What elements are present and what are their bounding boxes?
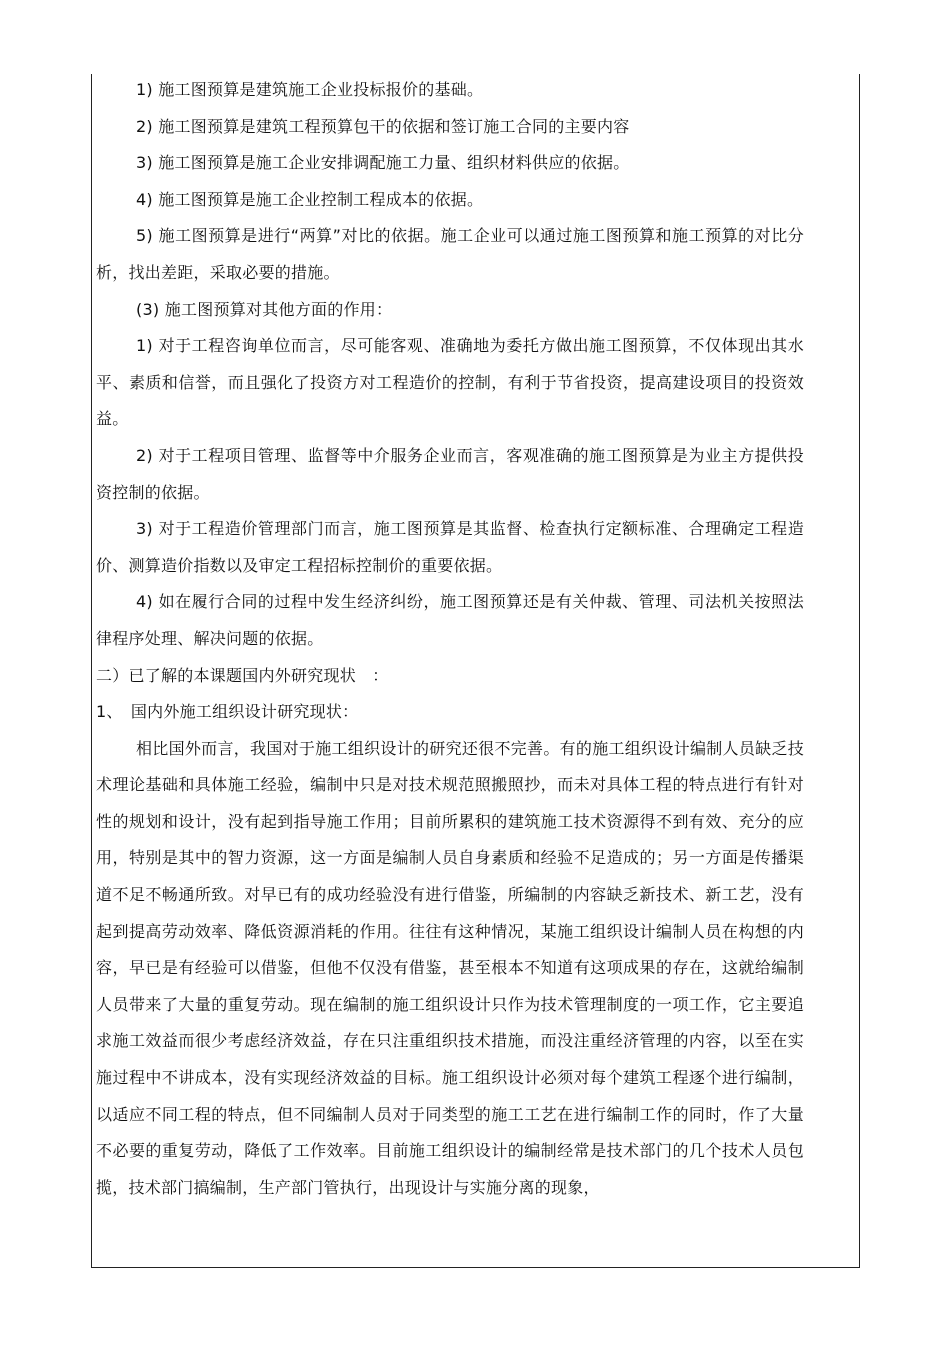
paragraph: 4) 如在履行合同的过程中发生经济纠纷，施工图预算还是有关仲裁、管理、司法机关按照法律程序处理、解决问题的依据。 — [96, 592, 804, 648]
section-heading: 二）已了解的本课题国内外研究现状 ： — [96, 665, 389, 685]
paragraph: 1) 对于工程咨询单位而言，尽可能客观、准确地为委托方做出施工图预算，不仅体现出其水平、素质和信誉，而且强化了投资方对工程造价的控制，有利于节省投资，提高建设项目的投资效益。 — [96, 336, 804, 429]
paragraph: 3) 对于工程造价管理部门而言，施工图预算是其监督、检查执行定额标准、合理确定工程造价、测算造价指数以及审定工程招标控制价的重要依据。 — [96, 519, 804, 575]
paragraph: 2) 对于工程项目管理、监督等中介服务企业而言，客观准确的施工图预算是为业主方提供投资控制的依据。 — [96, 445, 804, 502]
paragraph: 2) 施工图预算是建筑工程预算包干的依据和签订施工合同的主要内容 — [136, 116, 630, 136]
paragraph: 相比国外而言，我国对于施工组织设计的研究还很不完善。有的施工组织设计编制人员缺乏技术理论基础和具体施工经验，编制中只是对技术规范照搬照抄，而未对具体工程的特点进行有针对性的规划和设计，没有起到指导施工作用；目前所累积的建筑施工技术资源得不到有效、充分的应用，特别是其中的智力资源，这一方面是编制人员自身素质和经验不足造成的；另一方面是传播渠道不足不畅通所致。对早已有的成功经验没有进行借鉴，所编制的内容缺乏新技术、新工艺，没有起到提高劳动效率、降低资源消耗的作用。往往有这种情况，某施工组织设计编制人员在构想的内容，早已是有经验可以借鉴，但他不仅没有借鉴，甚至根本不知道有这项成果的存在，这就给编制人员带来了大量的重复劳动。现在编制的施工组织设计只作为技术管理制度的一项工作，它主要追求施工效益而很少考虑经济效益，存在只注重组织技术措施，而没注重经济管理的内容，以至在实施过程中不讲成本，没有实现经济效益的目标。施工组织设计必须对每个建筑工程逐个进行编制，以适应不同工程的特点，但不同编制人员对于同类型的施工工艺在进行编制工作的同时，作了大量不必要的重复劳动，降低了工作效率。目前施工组织设计的编制经常是技术部门的几个技术人员包揽，技术部门搞编制，生产部门管执行，出现设计与实施分离的现象， — [96, 738, 804, 1197]
paragraph: 4) 施工图预算是施工企业控制工程成本的依据。 — [136, 189, 484, 209]
paragraph: 1) 施工图预算是建筑施工企业投标报价的基础。 — [136, 80, 484, 99]
subsection-heading: 1、 国内外施工组织设计研究现状： — [96, 702, 359, 722]
paragraph: 5) 施工图预算是进行“两算”对比的依据。施工企业可以通过施工图预算和施工预算的对比分析，找出差距，采取必要的措施。 — [96, 226, 804, 282]
document-body — [96, 72, 804, 1206]
paragraph: 3) 施工图预算是施工企业安排调配施工力量、组织材料供应的依据。 — [136, 153, 630, 173]
subsection-heading: (3) 施工图预算对其他方面的作用： — [136, 299, 393, 319]
